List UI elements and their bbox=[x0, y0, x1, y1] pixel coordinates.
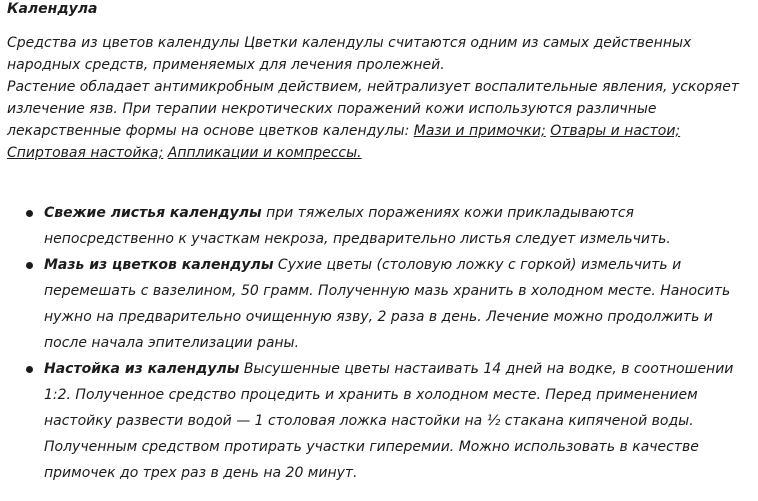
bullet-icon bbox=[26, 262, 33, 269]
intro-text: Растение обладает антимикробным действием, нейтрализует воспалительные явления, ускоряет излечение язв. При терапии некротических поражений кожи используются различные лекарственные формы на основе цветков календулы: bbox=[7, 79, 739, 139]
intro-paragraph-2 bbox=[7, 76, 752, 164]
list-item bbox=[7, 356, 752, 486]
article bbox=[7, 0, 752, 486]
article-title: Календула bbox=[7, 1, 98, 17]
item-lead: Настойка из календулы bbox=[44, 361, 240, 377]
item-text: Высушенные цветы настаивать 14 дней на водке, в соотношении 1:2. Полученное средство процедить и хранить в холодном месте. Перед применением настойку развести водой — 1 столовая ложка настойки на ½ стакана кипяченой воды. Полученным средством протирать участки гиперемии. Можно использовать в качестве примочек до трех раз в день на 20 минут. bbox=[44, 361, 734, 481]
list-item bbox=[7, 252, 752, 356]
item-lead: Свежие листья календулы bbox=[44, 205, 262, 221]
intro-section bbox=[7, 32, 752, 164]
item-lead: Мазь из цветков календулы bbox=[44, 257, 274, 273]
link-ointments[interactable]: Мази и примочки; bbox=[413, 123, 546, 139]
item-text: Сухие цветы (столовую ложку с горкой) измельчить и перемешать с вазелином, 50 грамм. Полученную мазь хранить в холодном месте. Наносить нужно на предварительно очищенную язву, 2 раза в день. Лечение можно продолжить и после начала эпителизации раны. bbox=[44, 257, 731, 351]
bullet-icon bbox=[26, 366, 33, 373]
link-decoctions[interactable]: Отвары и настои; bbox=[550, 123, 681, 139]
link-tincture[interactable]: Спиртовая настойка; bbox=[7, 145, 164, 161]
list-item bbox=[7, 200, 752, 252]
item-text: при тяжелых поражениях кожи прикладываются непосредственно к участкам некроза, предварительно листья следует измельчить. bbox=[44, 205, 671, 247]
remedies-list bbox=[7, 200, 752, 486]
link-compresses[interactable]: Аппликации и компрессы. bbox=[167, 145, 362, 161]
bullet-icon bbox=[26, 210, 33, 217]
intro-paragraph-1: Средства из цветов календулы Цветки календулы считаются одним из самых действенных народных средств, применяемых для лечения пролежней. bbox=[7, 35, 692, 73]
